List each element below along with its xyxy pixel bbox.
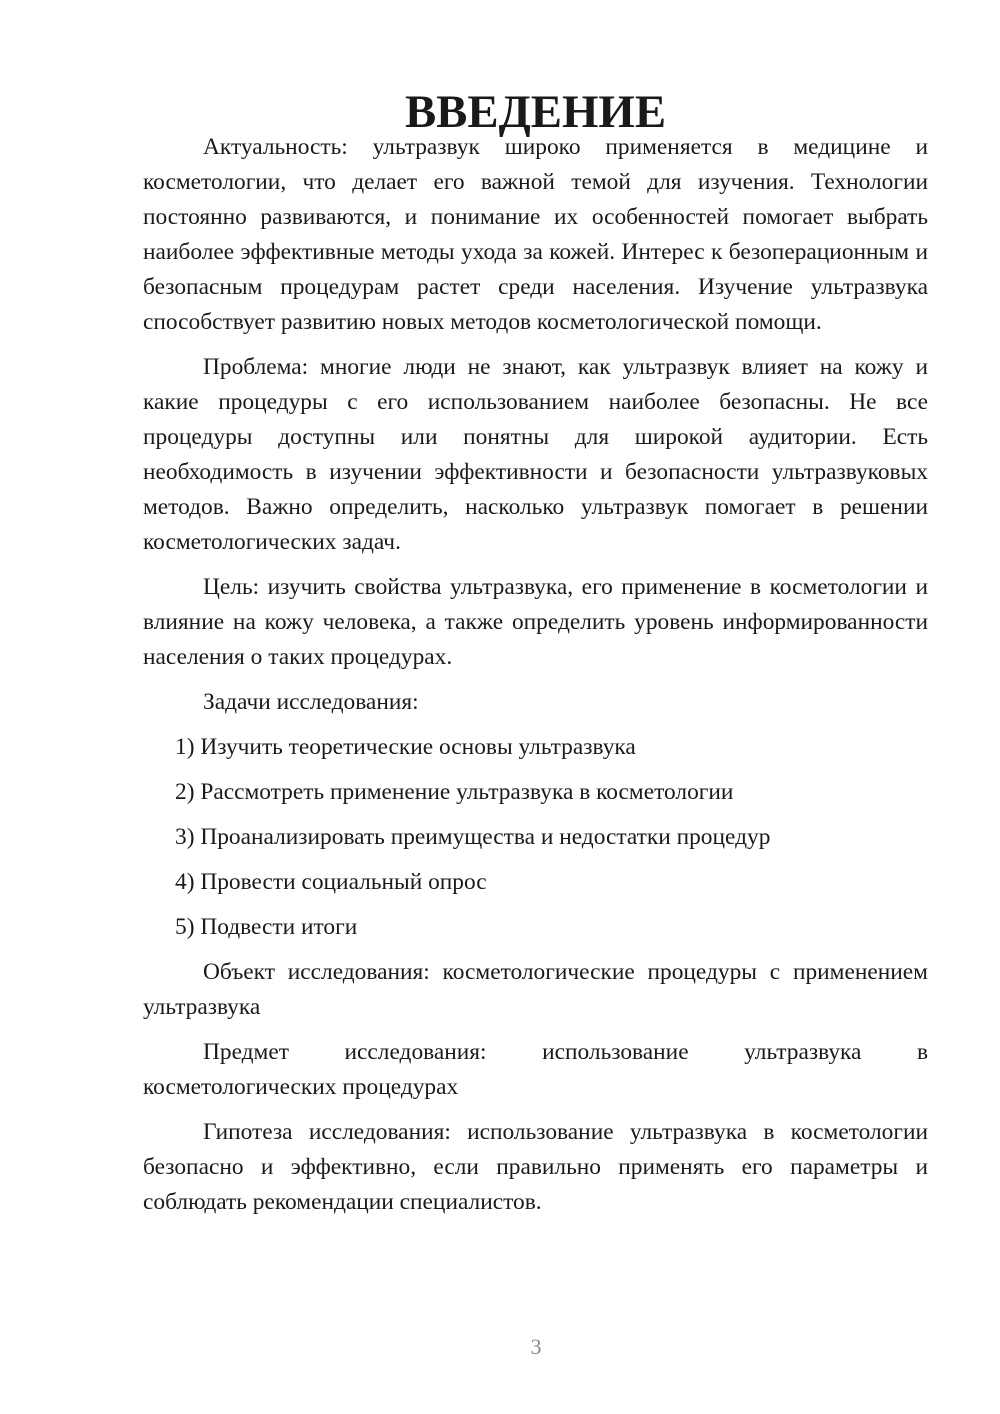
task-list: [143, 730, 928, 945]
hypothesis-paragraph: Гипотеза исследования: использование ультразвука в косметологии безопасно и эффективно, если правильно применять его параметры и соблюдать рекомендации специалистов.: [143, 1119, 928, 1215]
page-title: ВВЕДЕНИЕ: [404, 86, 667, 138]
task-item: 2) Рассмотреть применение ультразвука в косметологии: [175, 779, 734, 805]
goal-paragraph: Цель: изучить свойства ультразвука, его применение в косметологии и влияние на кожу человека, а также определить уровень информированности населения о таких процедурах.: [143, 574, 928, 670]
object-paragraph: Объект исследования: косметологические процедуры с применением ультразвука: [143, 959, 928, 1020]
task-item: 4) Провести социальный опрос: [175, 869, 487, 895]
tasks-heading: Задачи исследования:: [203, 689, 419, 715]
task-item: 1) Изучить теоретические основы ультразвука: [175, 734, 636, 760]
page-number: 3: [530, 1334, 542, 1359]
relevance-paragraph: Актуальность: ультразвук широко применяется в медицине и косметологии, что делает его важной темой для изучения. Технологии постоянно развиваются, и понимание их особенностей помогает выбрать наиболее эффективные методы ухода за кожей. Интерес к безоперационным и безопасным процедурам растет среди населения. Изучение ультразвука способствует развитию новых методов косметологической помощи.: [143, 134, 928, 335]
task-item: 5) Подвести итоги: [175, 914, 358, 940]
task-item: 3) Проанализировать преимущества и недостатки процедур: [175, 824, 771, 850]
problem-paragraph: Проблема: многие люди не знают, как ультразвук влияет на кожу и какие процедуры с его использованием наиболее безопасны. Не все процедуры доступны или понятны для широкой аудитории. Есть необходимость в изучении эффективности и безопасности ультразвуковых методов. Важно определить, насколько ультразвук помогает в решении косметологических задач.: [143, 354, 928, 555]
subject-paragraph: Предмет исследования: использование ультразвука в косметологических процедурах: [143, 1039, 928, 1100]
page-content: [143, 86, 928, 1230]
